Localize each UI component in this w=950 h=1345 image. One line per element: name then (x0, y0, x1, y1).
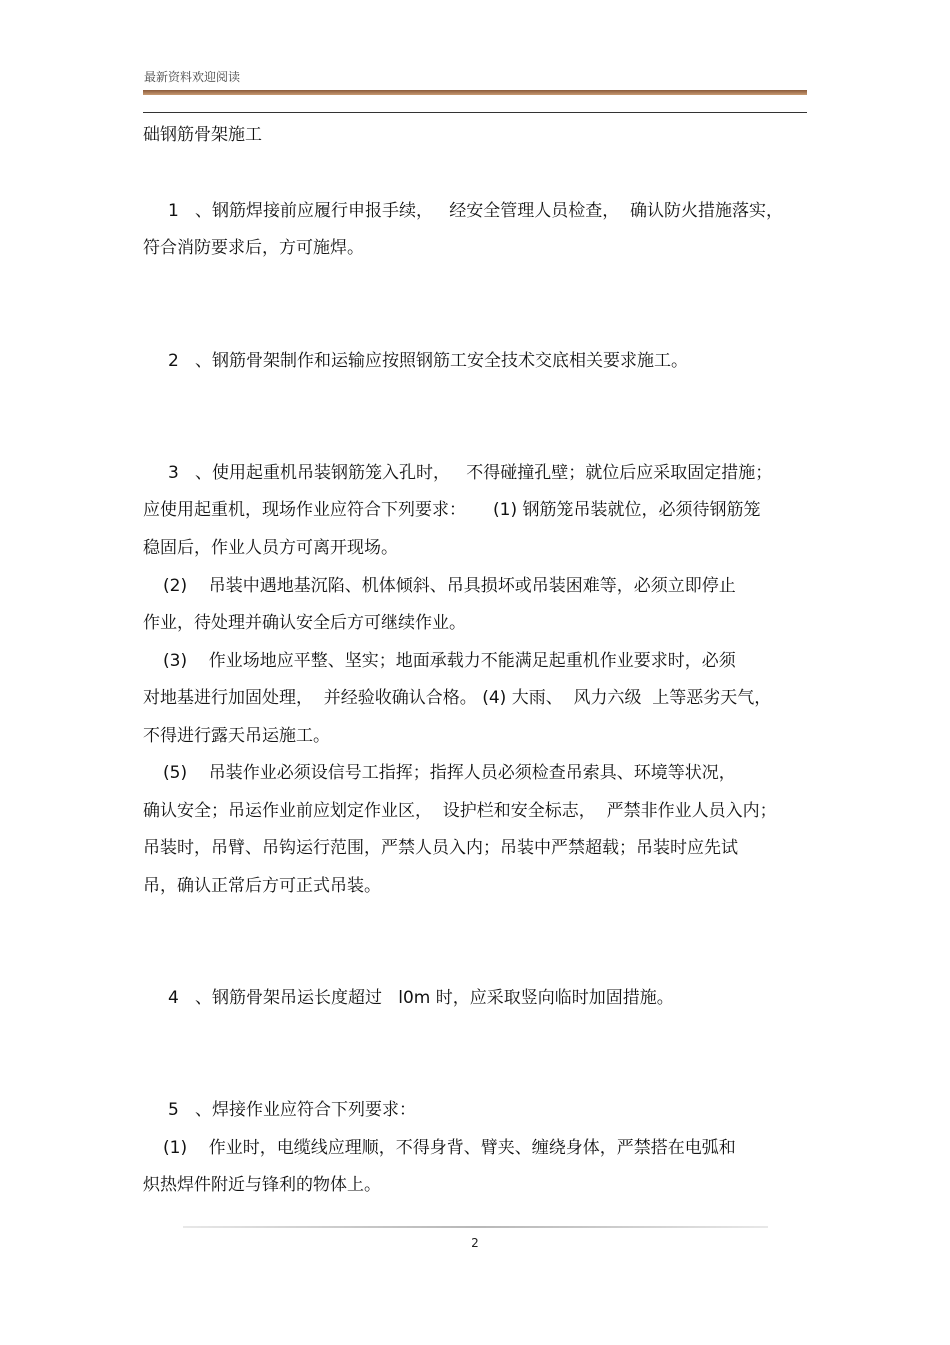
section-title: 础钢筋骨架施工 (143, 125, 262, 145)
paragraph-line: 符合消防要求后，方可施焊。 (143, 238, 364, 258)
paragraph-line: 炽热焊件附近与锋利的物体上。 (143, 1175, 381, 1195)
header-rule-thin (143, 112, 807, 113)
header-text: 最新资料欢迎阅读 (144, 70, 241, 84)
paragraph-line: 不得进行露天吊运施工。 (143, 726, 330, 746)
paragraph-line: 吊装时，吊臂、吊钩运行范围，严禁人员入内；吊装中严禁超载；吊装时应先试 (143, 838, 738, 858)
paragraph-line: 1 、钢筋焊接前应履行申报手续， 经安全管理人员检查， 确认防火措施落实， (168, 201, 784, 221)
paragraph-line: 2 、钢筋骨架制作和运输应按照钢筋工安全技术交底相关要求施工。 (168, 351, 689, 371)
paragraph-line: 吊，确认正常后方可正式吊装。 (143, 876, 381, 896)
paragraph-line: (3) 作业场地应平整、坚实；地面承载力不能满足起重机作业要求时，必须 (163, 651, 736, 671)
paragraph-line: 5 、焊接作业应符合下列要求： (168, 1100, 417, 1120)
paragraph-line: (1) 作业时，电缆线应理顺，不得身背、臂夹、缠绕身体，严禁搭在电弧和 (163, 1138, 736, 1158)
paragraph-line: 对地基进行加固处理， 并经验收确认合格。 (4) 大雨、 风力六级 上等恶劣天气， (143, 688, 772, 708)
paragraph-line: 3 、使用起重机吊装钢筋笼入孔时， 不得碰撞孔壁；就位后应采取固定措施； (168, 463, 773, 483)
header-rule-thick (143, 90, 807, 95)
paragraph-line: 4 、钢筋骨架吊运长度超过 l0m 时，应采取竖向临时加固措施。 (168, 988, 674, 1008)
paragraph-line: (2) 吊装中遇地基沉陷、机体倾斜、吊具损坏或吊装困难等，必须立即停止 (163, 576, 736, 596)
paragraph-line: 稳固后，作业人员方可离开现场。 (143, 538, 398, 558)
paragraph-line: 确认安全；吊运作业前应划定作业区， 设护栏和安全标志， 严禁非作业人员入内； (143, 801, 777, 821)
page-number: 2 (471, 1236, 479, 1250)
paragraph-line: (5) 吊装作业必须设信号工指挥；指挥人员必须检查吊索具、环境等状况， (163, 763, 736, 783)
paragraph-line: 作业，待处理并确认安全后方可继续作业。 (143, 613, 466, 633)
paragraph-line: 应使用起重机，现场作业应符合下列要求： (1) 钢筋笼吊装就位，必须待钢筋笼 (143, 500, 761, 520)
footer-rule (183, 1226, 768, 1228)
